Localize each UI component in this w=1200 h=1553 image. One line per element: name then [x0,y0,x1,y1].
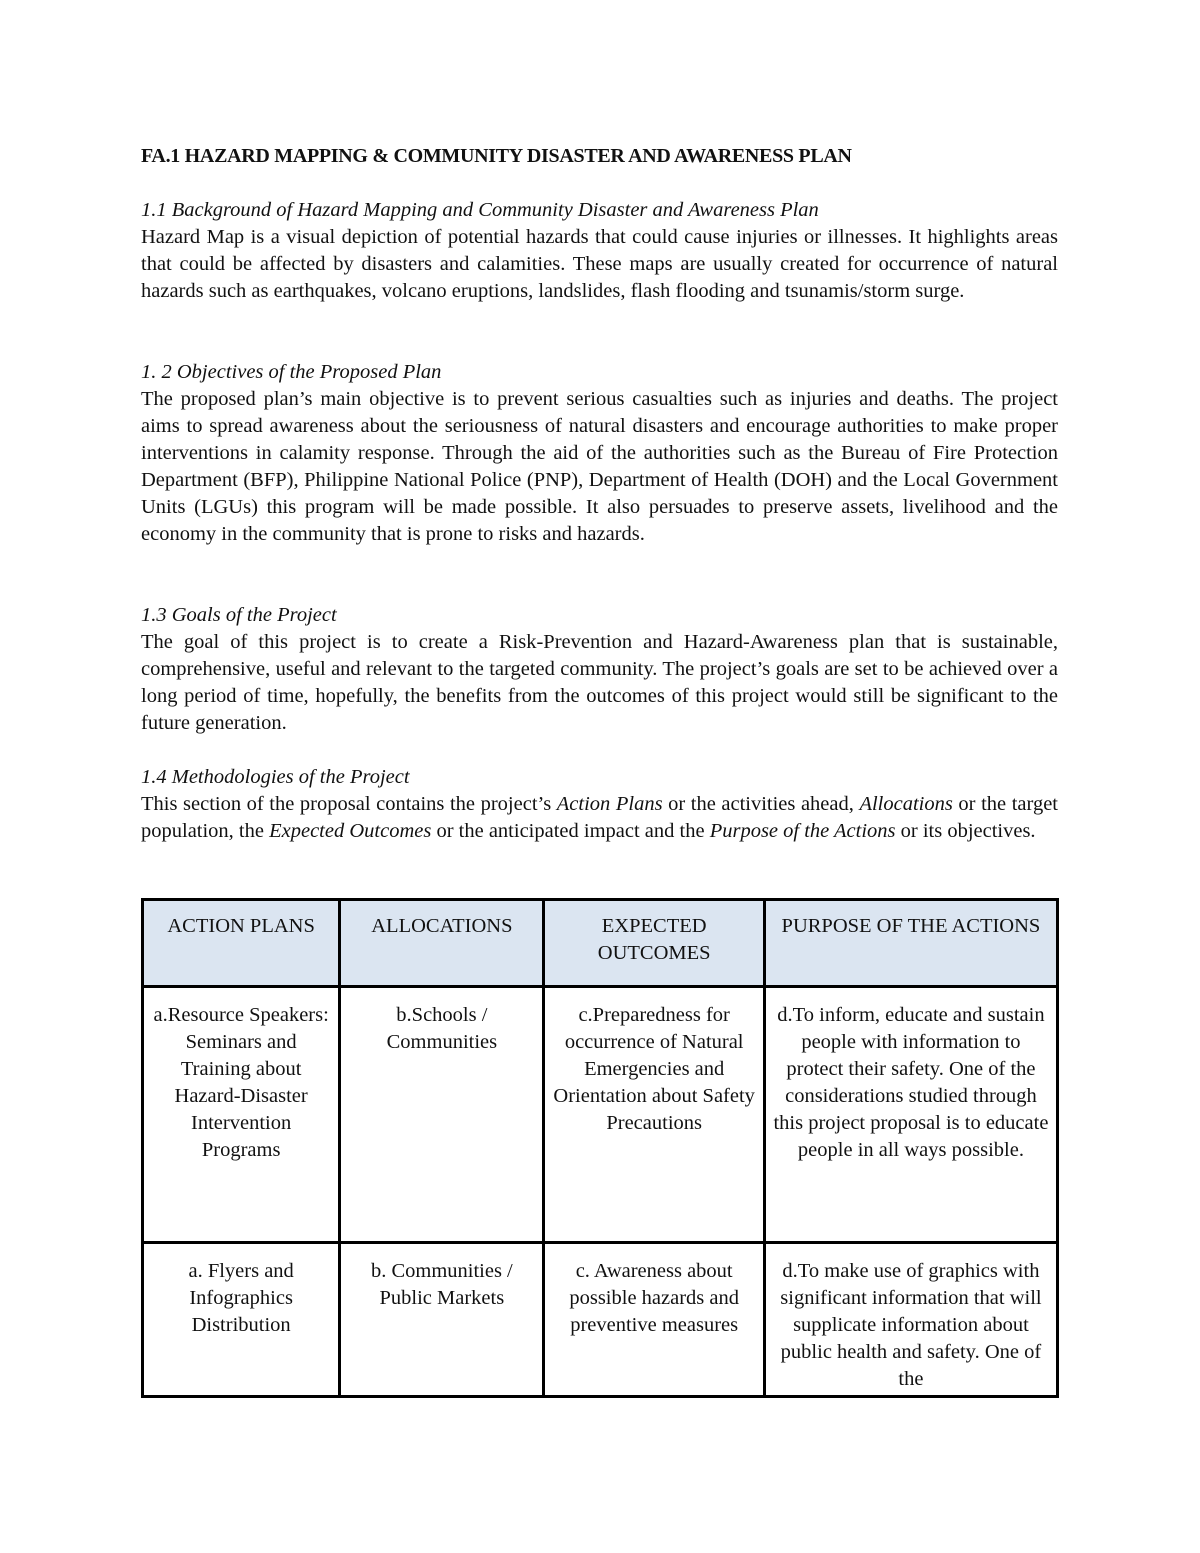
section-background [141,197,1058,305]
section-body: The proposed plan’s main objective is to prevent serious casualties such as injuries and deaths. The project aims to spread awareness about the seriousness of natural disasters and encourage authorities to make proper interventions in calamity response. Through the aid of the authorities such as the Bureau of Fire Protection Department (BFP), Philippine National Police (PNP), Department of Health (DOH) and the Local Government Units (LGUs) this program will be made possible. It also persuades to preserve assets, livelihood and the economy in the community that is prone to risks and hazards. [141,388,1058,545]
emphasis-purpose: Purpose of the Actions [709,820,896,842]
section-goals [141,602,1058,737]
section-body: Hazard Map is a visual depiction of potential hazards that could cause injuries or illnesses. It highlights areas that could be affected by disasters and calamities. These maps are usually created for occurrence of natural hazards such as earthquakes, volcano eruptions, landslides, flash flooding and tsunamis/storm surge. [141,226,1058,302]
section-heading: 1.4 Methodologies of the Project [141,766,410,788]
emphasis-expected-outcomes: Expected Outcomes [269,820,432,842]
section-heading: 1.3 Goals of the Project [141,604,337,626]
section-objectives [141,359,1058,548]
header-action-plans: ACTION PLANS [143,900,340,987]
body-text: This section of the proposal contains the project’s [141,793,557,815]
emphasis-action-plans: Action Plans [556,793,663,815]
table-cell: d.To inform, educate and sustain people with information to protect their safety. One of the considerations studied through this project proposal is to educate people in all ways possible. [764,987,1057,1243]
section-body [141,791,1058,845]
table-row [143,987,1058,1243]
table-cell: a.Resource Speakers: Seminars and Training about Hazard-Disaster Intervention Programs [143,987,340,1243]
body-text: or the target population, the [141,793,1058,842]
emphasis-allocations: Allocations [859,793,953,815]
body-text: or the anticipated impact and the [431,820,710,842]
section-heading: 1. 2 Objectives of the Proposed Plan [141,361,442,383]
section-heading: 1.1 Background of Hazard Mapping and Community Disaster and Awareness Plan [141,199,819,221]
table-header-row [143,900,1058,987]
section-methodologies [141,764,1058,845]
table-row [143,1243,1058,1397]
header-purpose: PURPOSE OF THE ACTIONS [764,900,1057,987]
table-cell: b.Schools / Communities [340,987,544,1243]
document-title: FA.1 HAZARD MAPPING & COMMUNITY DISASTER AND AWARENESS PLAN [141,145,852,167]
header-allocations: ALLOCATIONS [340,900,544,987]
table-cell: b. Communities / Public Markets [340,1243,544,1397]
table-cell: a. Flyers and Infographics Distribution [143,1243,340,1397]
body-text: or the activities ahead, [662,793,860,815]
table-cell: c.Preparedness for occurrence of Natural Emergencies and Orientation about Safety Precautions [544,987,764,1243]
section-body: The goal of this project is to create a Risk-Prevention and Hazard-Awareness plan that is sustainable, comprehensive, useful and relevant to the targeted community. The project’s goals are set to be achieved over a long period of time, hopefully, the benefits from the outcomes of this project would still be significant to the future generation. [141,631,1058,734]
table-cell: c. Awareness about possible hazards and preventive measures [544,1243,764,1397]
table-cell: d.To make use of graphics with significant information that will supplicate information about public health and safety. One of the [764,1243,1057,1397]
header-expected-outcomes: EXPECTED OUTCOMES [544,900,764,987]
body-text: or its objectives. [895,820,1036,842]
action-plan-table [141,898,1059,1398]
